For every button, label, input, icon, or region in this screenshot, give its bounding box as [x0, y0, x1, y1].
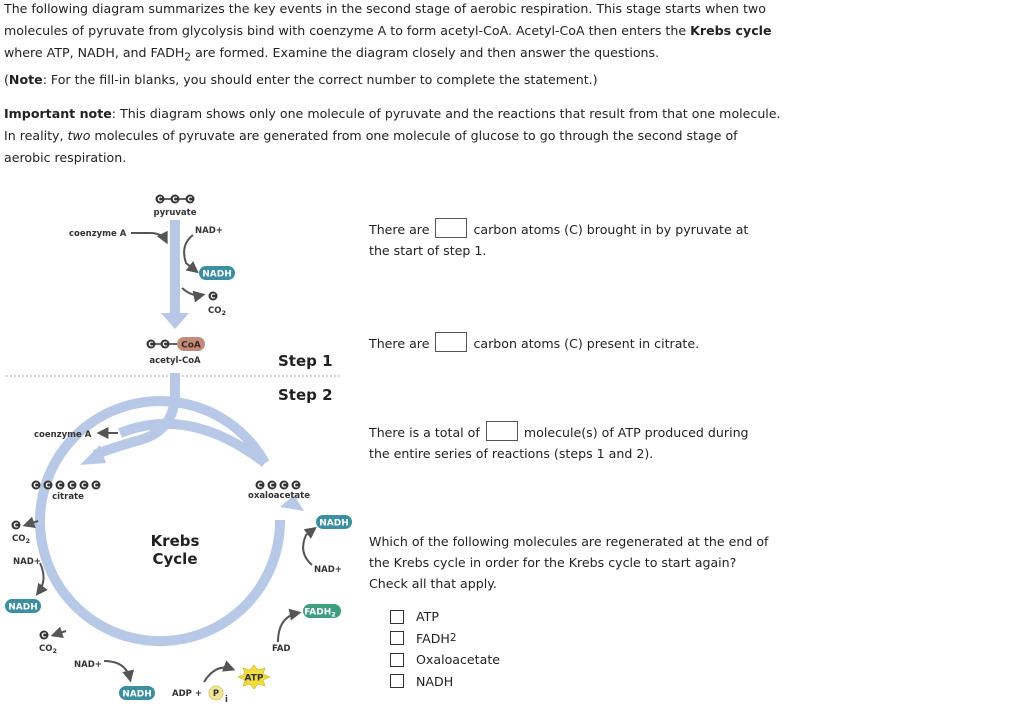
option-fadh2[interactable] [390, 628, 500, 650]
question-3 [369, 421, 769, 464]
intro-text-1: The following diagram summarizes the key events in the second stage of aerobic respiration. This stage starts when two molecules of pyruvate from glycolysis bind with coenzyme A to form acetyl-CoA. Acetyl-CoA then enters the [4, 1, 766, 38]
option-atp-checkbox[interactable] [390, 610, 404, 624]
nad-to-nadh-arrow-step1 [184, 235, 196, 271]
svg-text:NADH: NADH [122, 689, 152, 700]
svg-text:C: C [293, 481, 299, 490]
nad-plus-label-bottom: NAD+ [74, 660, 102, 670]
acetyl-coa-label: acetyl-CoA [149, 356, 201, 366]
svg-text:C: C [187, 195, 193, 204]
acetyl-coa-molecule [147, 337, 206, 351]
option-atp[interactable] [390, 606, 500, 628]
svg-text:C: C [210, 292, 216, 301]
q4-options [390, 606, 500, 692]
co2-release-arrow-left-2 [54, 631, 66, 635]
fad-label: FAD [272, 644, 291, 654]
svg-text:C: C [162, 340, 168, 349]
option-atp-label: ATP [416, 609, 439, 625]
krebs-label-line2: Cycle [152, 550, 198, 568]
svg-text:C: C [13, 521, 19, 530]
important-text-2: molecules of pyruvate are generated from one molecule of glucose to go through the second stage of aerobic respiration. [4, 128, 738, 165]
krebs-diagram [0, 185, 360, 716]
option-fadh2-sub: 2 [449, 632, 457, 645]
adp-label: ADP + [172, 689, 202, 699]
option-fadh2-checkbox[interactable] [390, 631, 404, 645]
option-oxaloacetate[interactable] [390, 649, 500, 671]
svg-text:C: C [57, 481, 63, 490]
oxaloacetate-label: oxaloacetate [248, 491, 310, 501]
intro-paragraph [4, 0, 784, 91]
nad-to-nadh-arrow-right [303, 529, 314, 565]
nad-plus-label-step1: NAD+ [195, 226, 223, 236]
q3-post: molecule(s) of ATP produced during the entire series of reactions (steps 1 and 2). [369, 425, 749, 461]
co2-carbon-left-2 [40, 631, 49, 640]
co2-label-step1: $CO_2$ [208, 306, 226, 317]
step1-arrow-shaft [170, 220, 180, 320]
note-open: ( [4, 71, 9, 87]
q2-post: carbon atoms (C) present in citrate. [473, 336, 700, 351]
svg-text:C: C [148, 340, 154, 349]
svg-text:NADH: NADH [202, 269, 232, 280]
coenzyme-a-in-arrow [131, 233, 166, 241]
svg-text:C: C [281, 481, 287, 490]
question-1 [369, 218, 769, 261]
svg-text:NADH: NADH [8, 602, 38, 613]
svg-text:C: C [157, 195, 163, 204]
intro-krebs-bold: Krebs cycle [690, 23, 772, 38]
fadh2-pill [303, 604, 341, 619]
q2-pre: There are [369, 336, 430, 351]
nadh-pill-right [316, 515, 352, 529]
nad-plus-label-left: NAD+ [13, 557, 41, 567]
svg-text:CoA: CoA [181, 340, 201, 351]
important-text-1: : This diagram shows only one molecule of pyruvate and the reactions that result from that one molecule. In reality, [4, 106, 781, 143]
option-fadh2-label: FADH [416, 630, 450, 646]
important-label: Important note [4, 106, 112, 121]
krebs-label-line1: Krebs [150, 532, 200, 550]
svg-text:C: C [269, 481, 275, 490]
important-note [4, 103, 784, 169]
q1-pre: There are [369, 222, 430, 237]
q3-pre: There is a total of [369, 425, 480, 440]
co2-carbon-left-1 [12, 521, 21, 530]
svg-text:C: C [41, 631, 47, 640]
option-oxaloacetate-label: Oxaloacetate [416, 652, 501, 668]
pyruvate-molecule [156, 195, 195, 204]
question-4 [369, 531, 769, 594]
option-nadh-label: NADH [416, 673, 454, 689]
svg-text:ATP: ATP [244, 673, 264, 684]
nadh-pill-bottom [119, 686, 155, 700]
q1-blank-input[interactable] [435, 218, 467, 238]
coenzyme-a-label-step1: coenzyme A [69, 229, 127, 239]
nad-plus-label-right: NAD+ [314, 565, 342, 575]
svg-text:C: C [45, 481, 51, 490]
svg-text:NADH: NADH [319, 518, 349, 529]
phosphate-circle [209, 686, 228, 705]
nadh-pill-step1 [199, 266, 235, 280]
pyruvate-label: pyruvate [153, 208, 197, 218]
option-oxaloacetate-checkbox[interactable] [390, 653, 404, 667]
question-2 [369, 332, 769, 354]
svg-text:C: C [33, 481, 39, 490]
step1-label: Step 1 [278, 352, 333, 370]
q1-post: carbon atoms (C) brought in by pyruvate at the start of step 1. [369, 222, 749, 258]
nad-to-nadh-arrow-bottom [104, 661, 130, 679]
nadh-pill-left [5, 599, 41, 613]
citrate-label: citrate [52, 492, 84, 502]
svg-text:C: C [172, 195, 178, 204]
intro-text-3: are formed. Examine the diagram closely and then answer the questions. [191, 45, 660, 60]
q4-text: Which of the following molecules are regenerated at the end of the Krebs cycle in order for the Krebs cycle to start again? Check all that apply. [369, 534, 769, 591]
svg-text:C: C [69, 481, 75, 490]
atp-starburst [238, 665, 270, 689]
note-label: Note [8, 71, 43, 87]
step1-arrow-head [161, 313, 189, 329]
fad-to-fadh2-arrow [278, 613, 298, 642]
intro-sub-2: 2 [184, 51, 192, 64]
co2-label-left-1: $CO_2$ [12, 534, 30, 545]
svg-text:C: C [93, 481, 99, 490]
step2-label: Step 2 [278, 386, 333, 404]
svg-text:FADH2: $FADH_2$ [304, 607, 336, 619]
intro-text-2: where ATP, NADH, and FADH [4, 45, 185, 60]
important-italic: two [67, 128, 91, 143]
q2-blank-input[interactable] [435, 332, 467, 352]
q3-blank-input[interactable] [486, 421, 518, 441]
co2-label-left-2: $CO_2$ [39, 644, 57, 655]
svg-text:i: i [225, 695, 228, 705]
option-nadh[interactable] [390, 671, 500, 693]
coenzyme-a-label-step2: coenzyme A [34, 430, 92, 440]
co2-carbon-step1 [209, 292, 218, 301]
svg-text:P: P [212, 689, 220, 699]
option-nadh-checkbox[interactable] [390, 674, 404, 688]
co2-release-arrow-step1 [182, 288, 202, 295]
svg-text:C: C [81, 481, 87, 490]
atp-formation-arrow [204, 668, 232, 682]
oxaloacetate-molecule [256, 481, 301, 490]
note-text: : For the fill-in blanks, you should enter the correct number to complete the statement.) [42, 71, 598, 87]
nad-to-nadh-arrow-left [38, 563, 44, 593]
svg-text:C: C [257, 481, 263, 490]
